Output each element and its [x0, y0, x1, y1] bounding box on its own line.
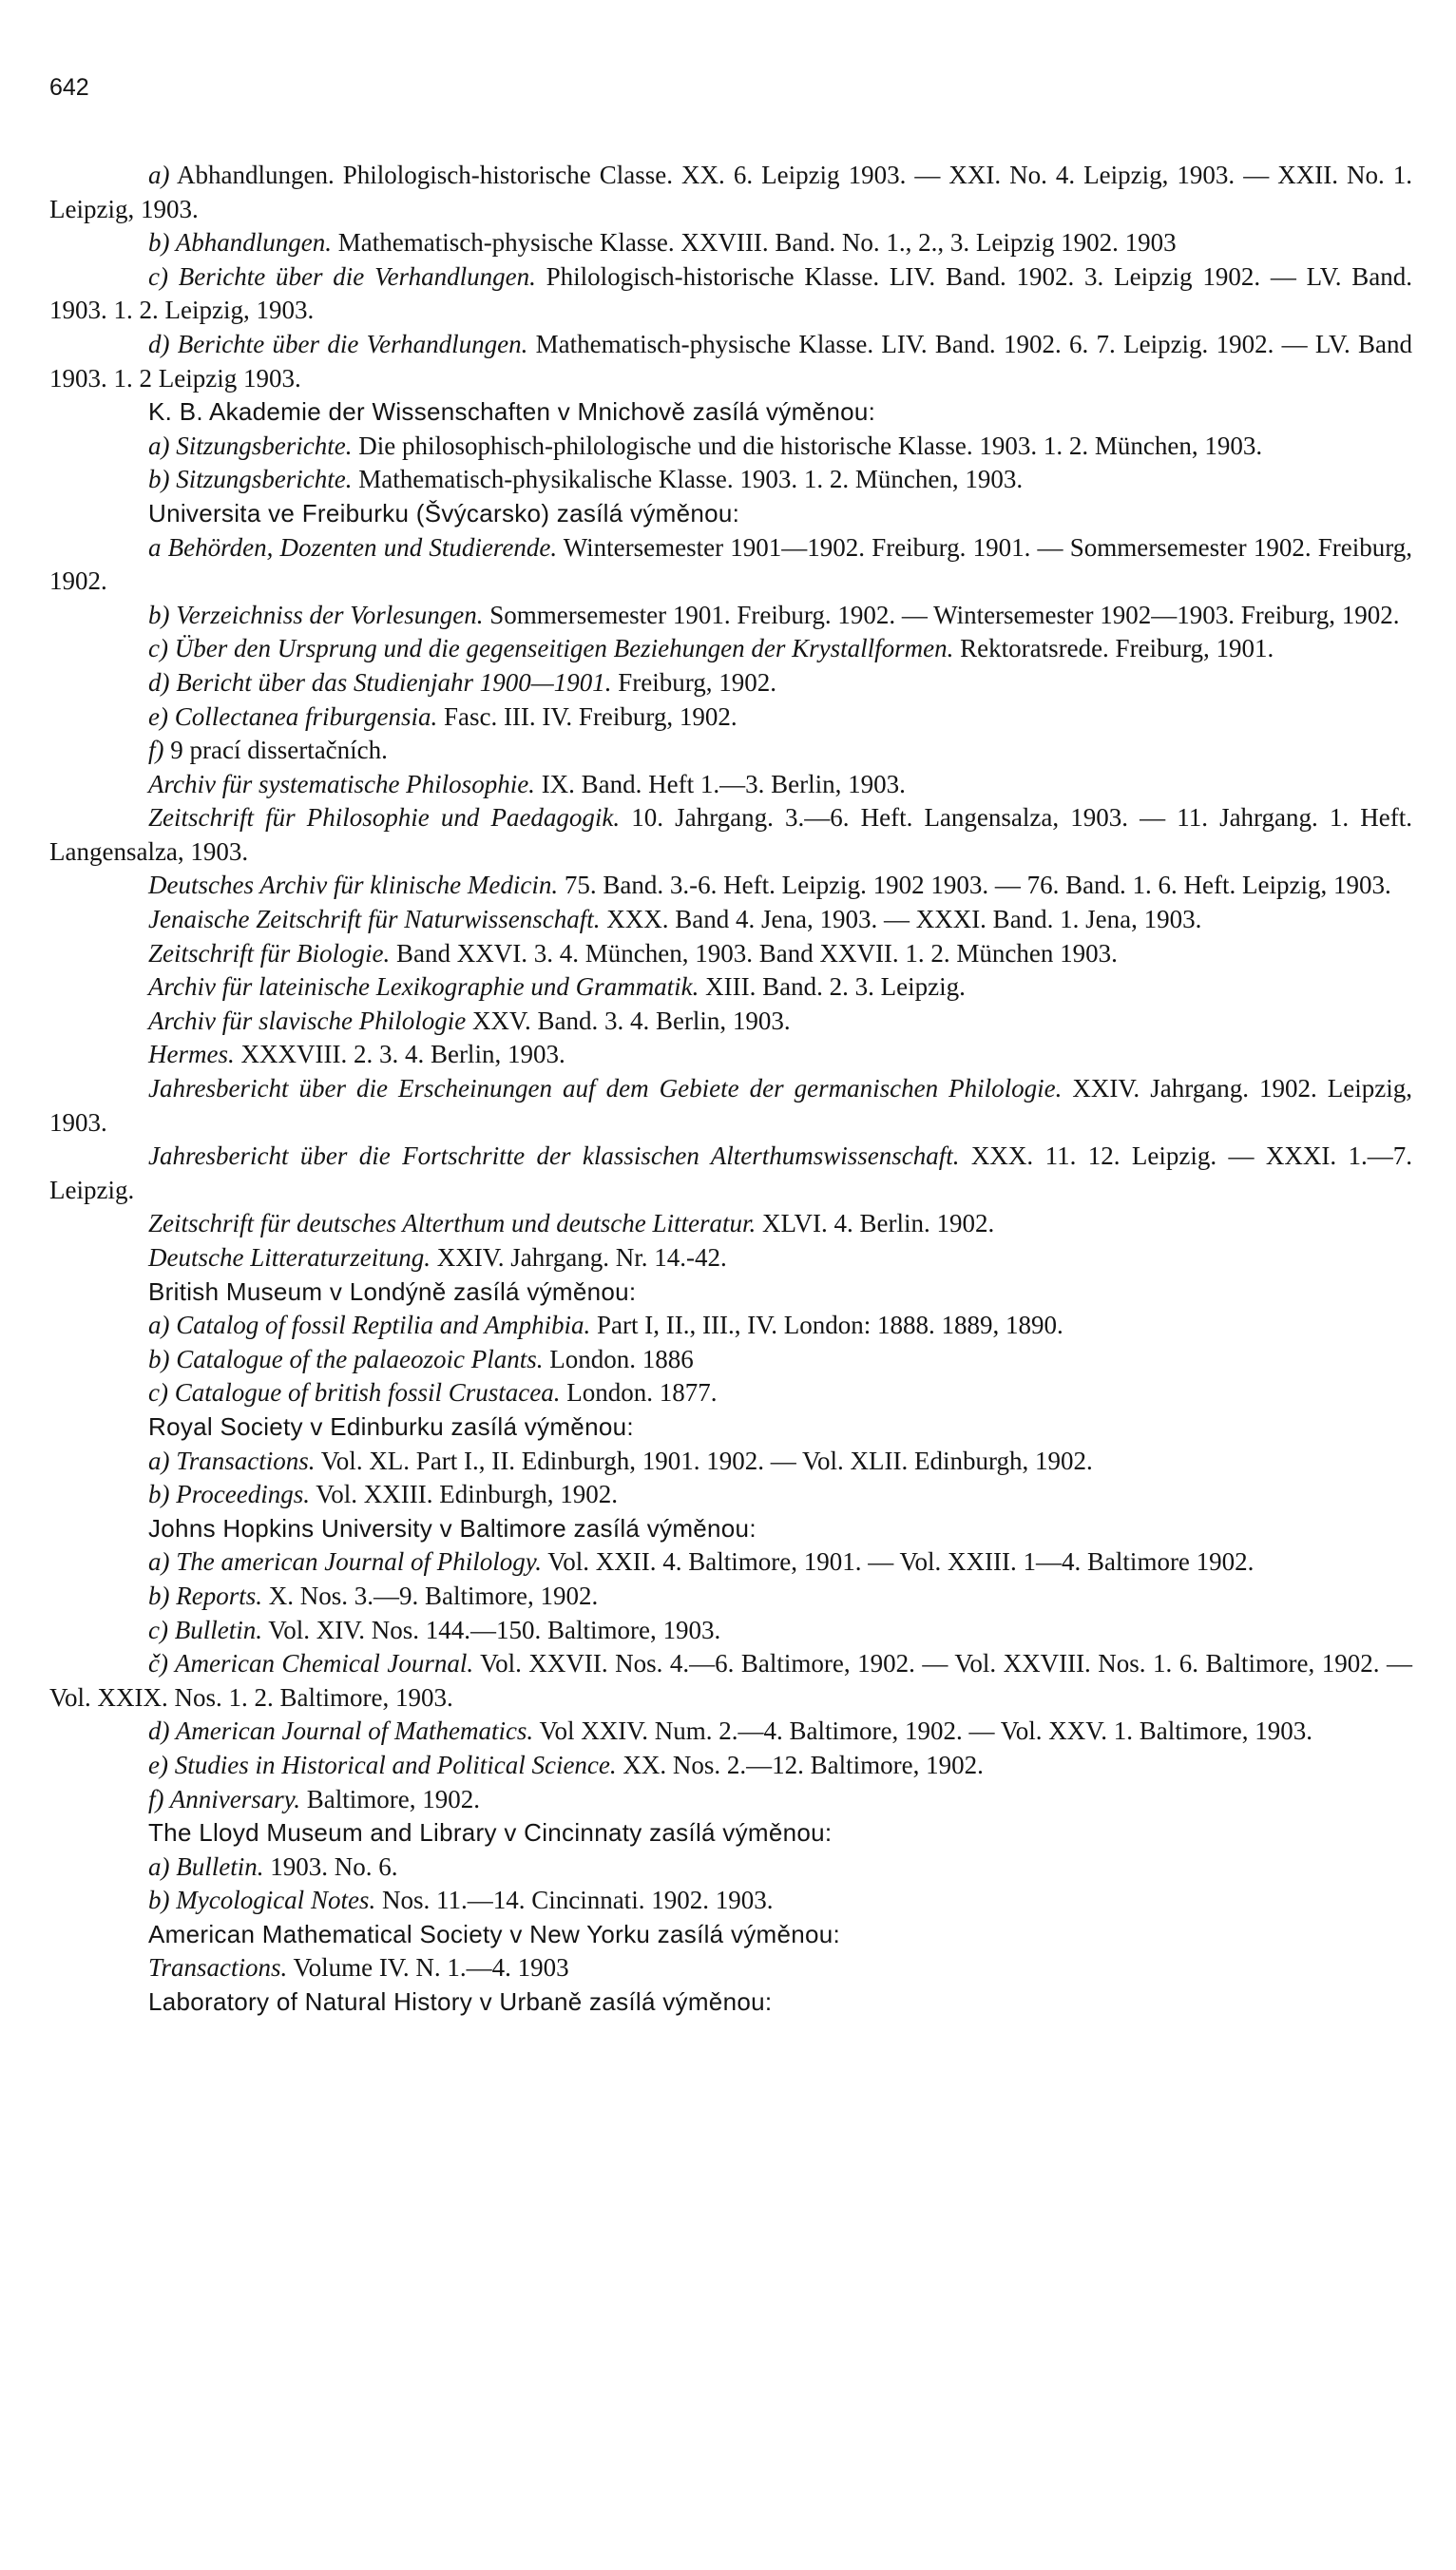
publication-entry	[49, 430, 1412, 464]
publication-details: Abhandlungen. Philologisch-historische Classe. XX. 6. Leipzig 1903. — XXI. No. 4. Leipzig, 1903. — XXII. No. 1. Leipzig, 1903.	[49, 161, 1412, 223]
publication-title: Transactions.	[148, 1953, 288, 1983]
publication-details: IX. Band. Heft 1.—3. Berlin, 1903.	[534, 769, 906, 798]
institution-heading	[49, 1275, 1412, 1310]
institution-heading	[49, 497, 1412, 531]
publication-entry	[49, 1951, 1412, 1985]
publication-title: Zeitschrift für Biologie.	[148, 938, 391, 968]
publication-details: XXIV. Jahrgang. Nr. 14.-42.	[430, 1243, 727, 1272]
publication-title: c) Berichte über die Verhandlungen.	[148, 261, 536, 291]
publication-title: a) Catalog of fossil Reptilia and Amphibia.	[148, 1311, 591, 1340]
publication-entry	[49, 463, 1412, 497]
heading-text: K. B. Akademie der Wissenschaften v Mnichově zasílá výměnou:	[148, 397, 876, 427]
publication-title: Zeitschrift für Philosophie und Paedagogik.	[148, 803, 621, 833]
catalog-page	[49, 76, 1412, 2020]
publication-entry	[49, 531, 1412, 599]
publication-title: c) Bulletin.	[148, 1615, 262, 1644]
publication-details: Baltimore, 1902.	[299, 1784, 480, 1813]
publication-details: Rektoratsrede. Freiburg, 1901.	[953, 634, 1274, 663]
publication-details: XX. Nos. 2.—12. Baltimore, 1902.	[616, 1750, 984, 1779]
publication-title: c) Catalogue of british fossil Crustacea.	[148, 1378, 561, 1408]
publication-title: a) Sitzungsberichte.	[148, 431, 353, 460]
publication-title: b) Verzeichniss der Vorlesungen.	[148, 600, 484, 629]
publication-title: č) American Chemical Journal.	[148, 1649, 474, 1678]
publication-entry	[49, 1580, 1412, 1614]
publication-details: Die philosophisch-philologische und die historische Klasse. 1903. 1. 2. München, 1903.	[352, 431, 1263, 460]
publication-entry	[49, 666, 1412, 700]
publication-title: a) Transactions.	[148, 1446, 316, 1475]
publication-details: Vol. XL. Part I., II. Edinburgh, 1901. 1902. — Vol. XLII. Edinburgh, 1902.	[315, 1446, 1093, 1475]
publication-title: d) Berichte über die Verhandlungen.	[148, 329, 528, 358]
publication-entry	[49, 869, 1412, 903]
publication-details: XXXVIII. 2. 3. 4. Berlin, 1903.	[234, 1040, 565, 1069]
publication-details: Vol. XIV. Nos. 144.—150. Baltimore, 1903.	[261, 1615, 721, 1644]
publication-entry	[49, 801, 1412, 869]
publication-title: e) Studies in Historical and Political Science.	[148, 1750, 617, 1779]
publication-title: f)	[148, 736, 164, 765]
publication-details: Sommersemester 1901. Freiburg. 1902. — Wintersemester 1902—1903. Freiburg, 1902.	[483, 600, 1400, 629]
publication-entry	[49, 226, 1412, 260]
publication-details: XIII. Band. 2. 3. Leipzig.	[699, 972, 966, 1002]
publication-entry	[49, 599, 1412, 633]
publication-title: b) Reports.	[148, 1581, 262, 1610]
publication-title: b) Mycological Notes.	[148, 1886, 376, 1915]
publication-entry	[49, 328, 1412, 395]
publication-entry	[49, 1309, 1412, 1343]
publication-entry	[49, 937, 1412, 971]
publication-details: 10. Jahrgang. 3.—6. Heft. Langensalza, 1903. — 11. Jahrgang. 1. Heft. Langensalza, 1903.	[49, 803, 1412, 866]
institution-heading	[49, 395, 1412, 430]
publication-entry	[49, 1783, 1412, 1817]
publication-details: Band XXVI. 3. 4. München, 1903. Band XXVII. 1. 2. München 1903.	[390, 938, 1118, 968]
publication-entry	[49, 1343, 1412, 1377]
institution-heading	[49, 1410, 1412, 1445]
publication-title: a) Bulletin.	[148, 1851, 264, 1881]
publication-entry	[49, 1005, 1412, 1039]
publication-details: XXV. Band. 3. 4. Berlin, 1903.	[466, 1006, 791, 1035]
page-number: 642	[49, 74, 89, 101]
publication-entry	[49, 1140, 1412, 1207]
publication-title: Archiv für slavische Philologie	[148, 1006, 467, 1035]
publication-details: Mathematisch-physische Klasse. XXVIII. Band. No. 1., 2., 3. Leipzig 1902. 1903	[331, 228, 1177, 258]
publication-details: XLVI. 4. Berlin. 1902.	[756, 1209, 995, 1238]
publication-title: d) American Journal of Mathematics.	[148, 1717, 534, 1746]
publication-title: Archiv für systematische Philosophie.	[148, 769, 535, 798]
publication-entry	[49, 1851, 1412, 1885]
heading-text: Johns Hopkins University v Baltimore zasílá výměnou:	[148, 1513, 757, 1543]
heading-text: The Lloyd Museum and Library v Cincinnaty zasílá výměnou:	[148, 1818, 833, 1848]
publication-details: London. 1877.	[560, 1378, 718, 1408]
publication-details: Vol. XXIII. Edinburgh, 1902.	[309, 1480, 618, 1509]
publication-entry	[49, 260, 1412, 328]
institution-heading	[49, 1918, 1412, 1952]
publication-entry	[49, 1545, 1412, 1580]
publication-entry	[49, 1715, 1412, 1749]
publication-entry	[49, 1207, 1412, 1241]
institution-heading	[49, 1512, 1412, 1546]
publication-details: Mathematisch-physische Klasse. LIV. Band. 1902. 6. 7. Leipzig. 1902. — LV. Band 1903. 1. 2 Leipzig 1903.	[49, 329, 1412, 393]
publication-details: Volume IV. N. 1.—4. 1903	[287, 1953, 569, 1983]
publication-details: XXX. Band 4. Jena, 1903. — XXXI. Band. 1. Jena, 1903.	[600, 905, 1202, 934]
publication-entry	[49, 1749, 1412, 1783]
publication-title: d) Bericht über das Studienjahr 1900—1901.	[148, 667, 612, 697]
publication-title: a Behörden, Dozenten und Studierende.	[148, 532, 558, 562]
heading-text: Laboratory of Natural History v Urbaně zasílá výměnou:	[148, 1987, 773, 2017]
publication-entry	[49, 903, 1412, 937]
publication-entry	[49, 1884, 1412, 1918]
heading-text: British Museum v Londýně zasílá výměnou:	[148, 1276, 637, 1306]
publication-details: 9 prací dissertačních.	[163, 736, 388, 765]
publication-entry	[49, 159, 1412, 226]
publication-title: Jahresbericht über die Erscheinungen auf dem Gebiete der germanischen Philologie.	[148, 1074, 1063, 1103]
publication-title: Jahresbericht über die Fortschritte der klassischen Alterthumswissenschaft.	[148, 1141, 960, 1171]
publication-title: a) The american Journal of Philology.	[148, 1547, 542, 1577]
publication-entry	[49, 1647, 1412, 1715]
heading-text: Royal Society v Edinburku zasílá výměnou:	[148, 1411, 634, 1441]
publication-title: b) Proceedings.	[148, 1480, 310, 1509]
publication-details: Vol XXIV. Num. 2.—4. Baltimore, 1902. — Vol. XXV. 1. Baltimore, 1903.	[533, 1717, 1312, 1746]
publication-details: Philologisch-historische Klasse. LIV. Band. 1902. 3. Leipzig 1902. — LV. Band. 1903. 1. 2. Leipzig, 1903.	[49, 261, 1412, 325]
publication-entry	[49, 700, 1412, 735]
publication-entry	[49, 970, 1412, 1005]
publication-title: b) Sitzungsberichte.	[148, 465, 353, 494]
publication-entry	[49, 632, 1412, 666]
publication-title: Zeitschrift für deutsches Alterthum und deutsche Litteratur.	[148, 1209, 757, 1238]
publication-details: Mathematisch-physikalische Klasse. 1903. 1. 2. München, 1903.	[352, 465, 1024, 494]
publication-title: e) Collectanea friburgensia.	[148, 701, 438, 731]
institution-heading	[49, 1985, 1412, 2020]
publication-details: Freiburg, 1902.	[611, 667, 776, 697]
publication-title: Deutsche Litteraturzeitung.	[148, 1243, 431, 1272]
publication-title: b) Catalogue of the palaeozoic Plants.	[148, 1344, 544, 1373]
publication-title: f) Anniversary.	[148, 1784, 300, 1813]
publication-entry	[49, 1614, 1412, 1648]
exchange-list	[49, 159, 1412, 2020]
publication-entry	[49, 1072, 1412, 1140]
publication-details: Vol. XXVII. Nos. 4.—6. Baltimore, 1902. — Vol. XXVIII. Nos. 1. 6. Baltimore, 1902. — Vol. XXIX. Nos. 1. 2. Baltimore, 1903.	[49, 1649, 1412, 1712]
publication-details: Nos. 11.—14. Cincinnati. 1902. 1903.	[375, 1886, 774, 1915]
publication-entry	[49, 1376, 1412, 1410]
publication-title: a)	[148, 161, 170, 189]
publication-entry	[49, 1241, 1412, 1275]
institution-heading	[49, 1816, 1412, 1851]
publication-details: XXX. 11. 12. Leipzig. — XXXI. 1.—7. Leipzig.	[49, 1141, 1412, 1204]
publication-entry	[49, 734, 1412, 768]
publication-details: Vol. XXII. 4. Baltimore, 1901. — Vol. XXIII. 1—4. Baltimore 1902.	[541, 1547, 1255, 1577]
publication-entry	[49, 1445, 1412, 1479]
heading-text: Universita ve Freiburku (Švýcarsko) zasílá výměnou:	[148, 498, 740, 527]
publication-entry	[49, 1038, 1412, 1072]
heading-text: American Mathematical Society v New Yorku zasílá výměnou:	[148, 1919, 841, 1948]
publication-details: XXIV. Jahrgang. 1902. Leipzig, 1903.	[49, 1074, 1412, 1137]
publication-entry	[49, 1478, 1412, 1512]
publication-details: Wintersemester 1901—1902. Freiburg. 1901. — Sommersemester 1902. Freiburg, 1902.	[49, 532, 1412, 596]
publication-title: Jenaische Zeitschrift für Naturwissenschaft.	[148, 905, 601, 934]
publication-title: b) Abhandlungen.	[148, 228, 332, 258]
publication-details: X. Nos. 3.—9. Baltimore, 1902.	[261, 1581, 599, 1610]
publication-title: Deutsches Archiv für klinische Medicin.	[148, 871, 559, 900]
publication-details: London. 1886	[543, 1344, 694, 1373]
publication-details: Part I, II., III., IV. London: 1888. 1889, 1890.	[590, 1311, 1063, 1340]
publication-title: Hermes.	[148, 1040, 235, 1069]
publication-details: Fasc. III. IV. Freiburg, 1902.	[437, 701, 738, 731]
publication-details: 75. Band. 3.-6. Heft. Leipzig. 1902 1903. — 76. Band. 1. 6. Heft. Leipzig, 1903.	[558, 871, 1391, 900]
publication-title: c) Über den Ursprung und die gegenseitigen Beziehungen der Krystallformen.	[148, 634, 954, 663]
publication-title: Archiv für lateinische Lexikographie und Grammatik.	[148, 972, 699, 1002]
publication-details: 1903. No. 6.	[263, 1851, 398, 1881]
publication-entry	[49, 768, 1412, 802]
